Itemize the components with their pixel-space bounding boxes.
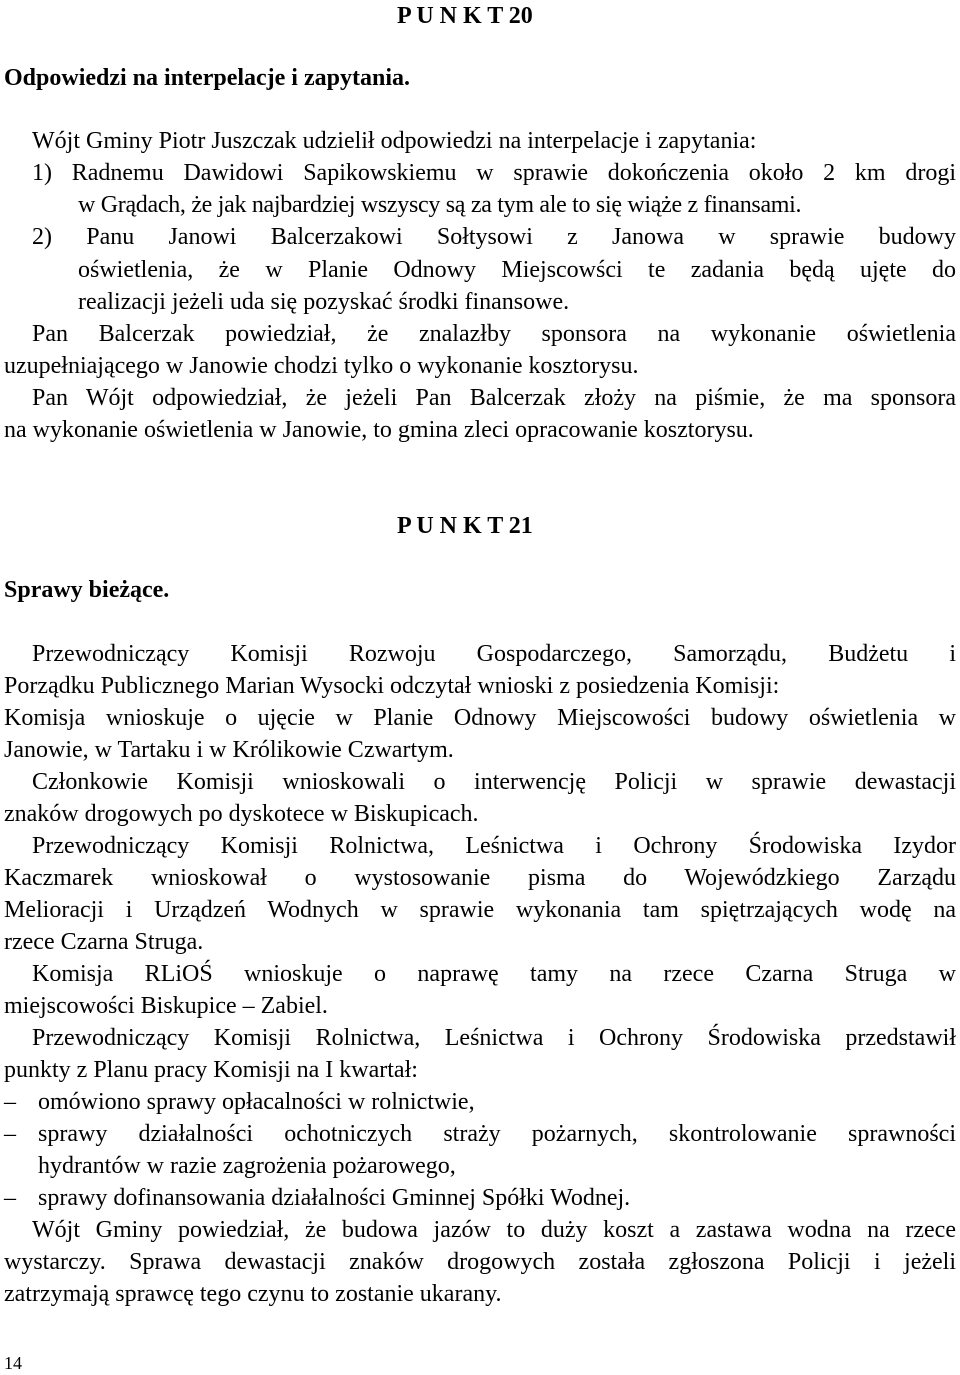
list-item-text: omówiono sprawy opłacalności w rolnictwie,: [38, 1089, 475, 1115]
dash-bullet-icon: –: [4, 1089, 16, 1115]
section-21-line: znaków drogowych po dyskotece w Biskupicach.: [4, 801, 479, 827]
section-20-line: Pan Wójt odpowiedział, że jeżeli Pan Balcerzak złoży na piśmie, że ma sponsora: [32, 385, 956, 411]
section-21-line: Przewodniczący Komisji Rolnictwa, Leśnictwa i Ochrony Środowiska Izydor: [32, 833, 956, 859]
section-21-title: Sprawy bieżące.: [4, 577, 170, 603]
section-20-line: uzupełniającego w Janowie chodzi tylko o wykonanie kosztorysu.: [4, 353, 639, 379]
section-20-line: Wójt Gminy Piotr Juszczak udzielił odpowiedzi na interpelacje i zapytania:: [32, 128, 757, 154]
list-item-text: sprawy działalności ochotniczych straży pożarnych, skontrolowanie sprawności: [38, 1121, 956, 1147]
section-20-line: na wykonanie oświetlenia w Janowie, to gmina zleci opracowanie kosztorysu.: [4, 417, 754, 443]
section-21-line: Kaczmarek wnioskował o wystosowanie pisma do Wojewódzkiego Zarządu: [4, 865, 956, 891]
section-21-closing-line: Wójt Gminy powiedział, że budowa jazów to duży koszt a zastawa wodna na rzece: [32, 1217, 956, 1243]
section-21-closing-line: wystarczy. Sprawa dewastacji znaków drogowych została zgłoszona Policji i jeżeli: [4, 1249, 956, 1275]
section-21-line: Komisja wnioskuje o ujęcie w Planie Odnowy Miejscowości budowy oświetlenia w: [4, 705, 956, 731]
section-20-title: Odpowiedzi na interpelacje i zapytania.: [4, 65, 410, 91]
section-20-line: 1) Radnemu Dawidowi Sapikowskiemu w sprawie dokończenia około 2 km drogi: [32, 160, 956, 186]
section-21-line: Przewodniczący Komisji Rolnictwa, Leśnictwa i Ochrony Środowiska przedstawił: [32, 1025, 956, 1051]
section-20-line: 2) Panu Janowi Balcerzakowi Sołtysowi z Janowa w sprawie budowy: [32, 224, 956, 250]
section-21-line: Janowie, w Tartaku i w Królikowie Czwartym.: [4, 737, 454, 763]
section-21-line: Porządku Publicznego Marian Wysocki odczytał wnioski z posiedzenia Komisji:: [4, 673, 780, 699]
section-21-line: miejscowości Biskupice – Zabiel.: [4, 993, 328, 1019]
section-21-line: Melioracji i Urządzeń Wodnych w sprawie wykonania tam spiętrzających wodę na: [4, 897, 956, 923]
section-20-heading: P U N K T 20: [397, 3, 533, 29]
list-item-text: hydrantów w razie zagrożenia pożarowego,: [38, 1153, 456, 1179]
section-20-line: realizacji jeżeli uda się pozyskać środki finansowe.: [78, 289, 570, 315]
dash-bullet-icon: –: [4, 1185, 16, 1211]
section-21-line: Członkowie Komisji wnioskowali o interwencję Policji w sprawie dewastacji: [32, 769, 956, 795]
section-20-line: Pan Balcerzak powiedział, że znalazłby sponsora na wykonanie oświetlenia: [32, 321, 956, 347]
section-21-line: Przewodniczący Komisji Rozwoju Gospodarczego, Samorządu, Budżetu i: [32, 641, 956, 667]
section-21-closing-line: zatrzymają sprawcę tego czynu to zostanie ukarany.: [4, 1281, 502, 1307]
section-21-line: rzece Czarna Struga.: [4, 929, 204, 955]
page-number: 14: [4, 1353, 22, 1373]
section-21-heading: P U N K T 21: [397, 513, 533, 539]
list-item-text: sprawy dofinansowania działalności Gminnej Spółki Wodnej.: [38, 1185, 631, 1211]
dash-bullet-icon: –: [4, 1121, 16, 1147]
section-20-line: w Grądach, że jak najbardziej wszyscy są za tym ale to się wiąże z finansami.: [78, 192, 802, 218]
section-21-line: Komisja RLiOŚ wnioskuje o naprawę tamy na rzece Czarna Struga w: [32, 961, 956, 987]
section-20-line: oświetlenia, że w Planie Odnowy Miejscowści te zadania będą ujęte do: [78, 257, 956, 283]
section-21-line: punkty z Planu pracy Komisji na I kwartał:: [4, 1057, 418, 1083]
